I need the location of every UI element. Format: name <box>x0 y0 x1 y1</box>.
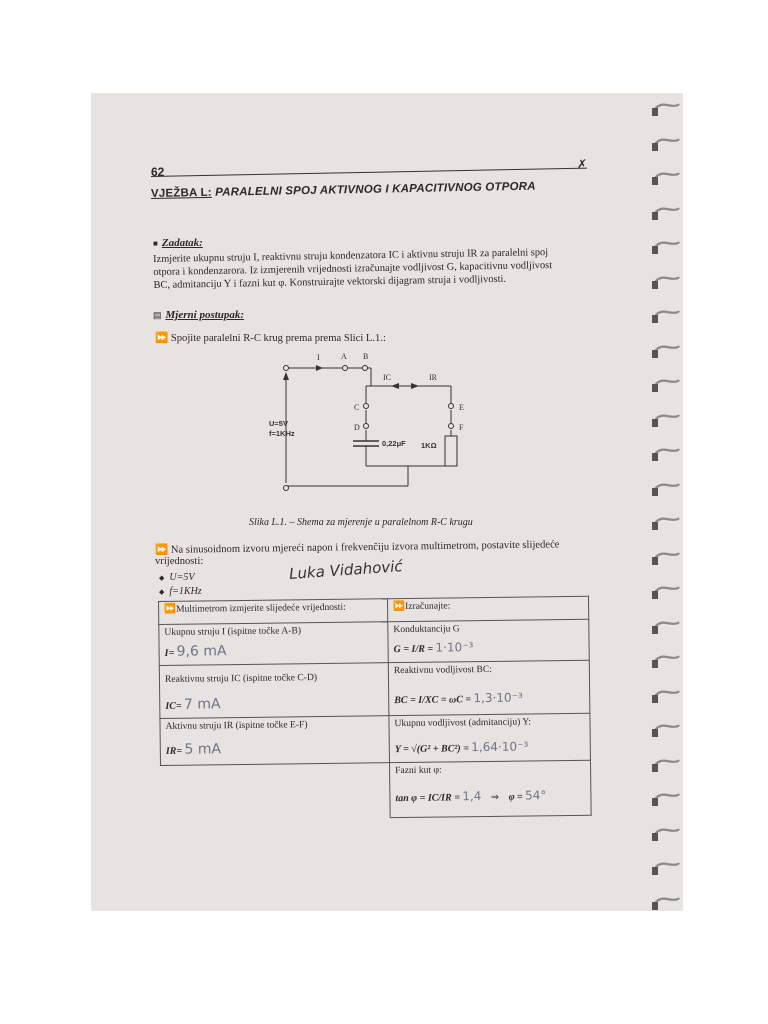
label-i: I <box>317 353 320 362</box>
label-frequency: f=1KHz <box>269 429 295 438</box>
current-arrow-icon <box>316 365 323 371</box>
spiral-ring-icon <box>651 205 681 221</box>
spiral-ring-icon <box>651 412 681 428</box>
notebook-page <box>91 93 683 911</box>
spiral-ring-icon <box>651 446 681 462</box>
label-b: B <box>363 352 369 361</box>
spiral-ring-icon <box>651 860 681 876</box>
procedure-heading: Mjerni postupak: <box>165 309 245 321</box>
diamond-bullet-icon: ◆ <box>159 574 165 582</box>
result-conductance: 1·10⁻³ <box>435 640 474 655</box>
spiral-ring-icon <box>651 791 681 807</box>
spiral-ring-icon <box>651 722 681 738</box>
bullet-icon: ■ <box>153 239 158 248</box>
step-2 <box>155 537 560 556</box>
value-list <box>159 571 202 599</box>
task-line-2: otpora i kondenzarora. Iz izmjerenih vrijednosti izračunajte vodljivost G, kapacitivnu vodljivost <box>153 260 553 278</box>
table-row <box>161 760 592 820</box>
label-ir: IR <box>429 373 437 382</box>
spiral-ring-icon <box>651 653 681 669</box>
calc-cell-admittance: Ukupnu vodljivost (admitanciju) Y: Y = √(G² + BC²) = 1,64·10⁻³ <box>389 713 591 762</box>
terminal-e <box>449 404 454 409</box>
header-rule <box>151 168 587 177</box>
value-reactive-current: 7 mA <box>183 696 221 713</box>
label-f: F <box>459 423 464 432</box>
terminal-d <box>364 424 369 429</box>
double-arrow-icon: ⏩ <box>155 333 169 344</box>
task-line-1: Izmjerite ukupnu struju I, reaktivnu struju kondenzatora IC i aktivnu struju IR za paralelni spoj <box>153 247 549 265</box>
signature: Luka Vidahović <box>288 557 404 583</box>
spiral-ring-icon <box>651 481 681 497</box>
terminal-f <box>449 424 454 429</box>
label-capacitor: 0,22μF <box>382 439 406 448</box>
spiral-ring-icon <box>651 136 681 152</box>
spiral-ring-icon <box>651 584 681 600</box>
note-icon: ▤ <box>153 310 162 320</box>
label-a: A <box>341 352 347 361</box>
calc-cell-conductance: Konduktanciju G G = I/R = 1·10⁻³ <box>388 619 589 662</box>
header-cell-measure: ⏩Multimetrom izmjerite slijedeće vrijednosti: <box>159 599 388 625</box>
label-d: D <box>354 423 360 432</box>
label-e: E <box>459 403 464 412</box>
step-2-cont: vrijednosti: <box>155 556 204 567</box>
spiral-ring-icon <box>651 343 681 359</box>
spiral-ring-icon <box>651 170 681 186</box>
spiral-binding <box>643 93 683 911</box>
label-ic: IC <box>383 373 391 382</box>
calc-cell-phase-angle: Fazni kut φ: tan φ = IC/IR = 1,4 ⇒ φ = 54° <box>389 760 591 817</box>
step-1-text: Spojite paralelni R-C krug prema prema Slici L.1.: <box>170 333 386 344</box>
task-heading: Zadatak: <box>161 237 203 249</box>
spiral-ring-icon <box>651 688 681 704</box>
spiral-ring-icon <box>651 619 681 635</box>
spiral-ring-icon <box>651 274 681 290</box>
task-heading-row <box>153 233 203 251</box>
implies-arrow-icon: ⇒ <box>490 791 500 803</box>
measure-cell-reactive-current: Reaktivnu struju IC (ispitne točke C-D) IC= 7 mA <box>159 663 389 719</box>
circuit-diagram <box>261 348 481 513</box>
header-cell-calculate: ⏩Izračunajte: <box>387 596 588 621</box>
spiral-ring-icon <box>651 757 681 773</box>
table-row <box>159 619 589 665</box>
label-voltage: U=5V <box>269 419 288 428</box>
title-prefix: VJEŽBA L: <box>150 186 212 200</box>
value-frequency: ◆ f=1KHz <box>159 586 202 597</box>
calc-cell-susceptance: Reaktivnu vodljivost BC: BC = I/XC = ωC = 1,3·10⁻³ <box>388 660 590 715</box>
spiral-ring-icon <box>651 515 681 531</box>
spiral-ring-icon <box>651 308 681 324</box>
procedure-heading-row <box>153 305 244 323</box>
value-active-current: 5 mA <box>184 741 222 758</box>
table-row <box>159 660 590 718</box>
result-admittance: 1,64·10⁻³ <box>471 739 529 755</box>
diamond-bullet-icon: ◆ <box>159 588 165 596</box>
result-tan-phi: 1,4 <box>462 789 482 804</box>
value-total-current: 9,6 mA <box>176 643 227 660</box>
double-arrow-icon: ⏩ <box>154 544 169 556</box>
double-arrow-icon: ⏩ <box>393 600 406 613</box>
task-text <box>153 245 604 292</box>
page-title <box>151 181 536 200</box>
resistor <box>445 436 457 466</box>
double-arrow-icon: ⏩ <box>164 603 177 615</box>
terminal-b <box>363 366 368 371</box>
label-resistor: 1KΩ <box>421 441 437 450</box>
spiral-ring-icon <box>651 550 681 566</box>
table-row <box>160 713 591 765</box>
task-line-3: BC, admitanciju Y i fazni kut φ. Konstruirajte vektorski dijagram struja i vodljivosti. <box>153 273 507 291</box>
label-c: C <box>354 403 360 412</box>
step-2-text: Na sinusoidnom izvoru mjereći napon i frekvenčiju izvora multimetrom, postavite slijedeće <box>170 539 560 556</box>
spiral-ring-icon <box>651 239 681 255</box>
measurement-table <box>158 596 592 821</box>
spiral-ring-icon <box>651 895 681 911</box>
page-number: 62 <box>151 165 165 179</box>
terminal-a <box>343 366 348 371</box>
pen-mark-icon: ✗ <box>577 157 588 171</box>
spiral-ring-icon <box>651 101 681 117</box>
ic-arrow-icon <box>391 383 399 389</box>
voltage-arrow-icon <box>283 372 289 380</box>
step-1 <box>155 331 386 344</box>
ir-arrow-icon <box>411 383 419 389</box>
result-susceptance: 1,3·10⁻³ <box>473 690 523 706</box>
spiral-ring-icon <box>651 377 681 393</box>
title-text: PARALELNI SPOJ AKTIVNOG I KAPACITIVNOG OTPORA <box>215 180 536 199</box>
terminal-c <box>364 404 369 409</box>
spiral-ring-icon <box>651 826 681 842</box>
value-voltage: ◆ U=5V <box>159 572 195 583</box>
figure-caption: Slika L.1. – Shema za mjerenje u paralelnom R-C krugu <box>249 517 473 528</box>
result-phase-angle: 54° <box>525 788 547 803</box>
measure-cell-active-current: Aktivnu struju IR (ispitne točke E-F) IR= 5 mA <box>160 716 390 766</box>
measure-cell-total-current: Ukupnu struju I (ispitne točke A-B) I= 9,6 mA <box>159 622 388 666</box>
